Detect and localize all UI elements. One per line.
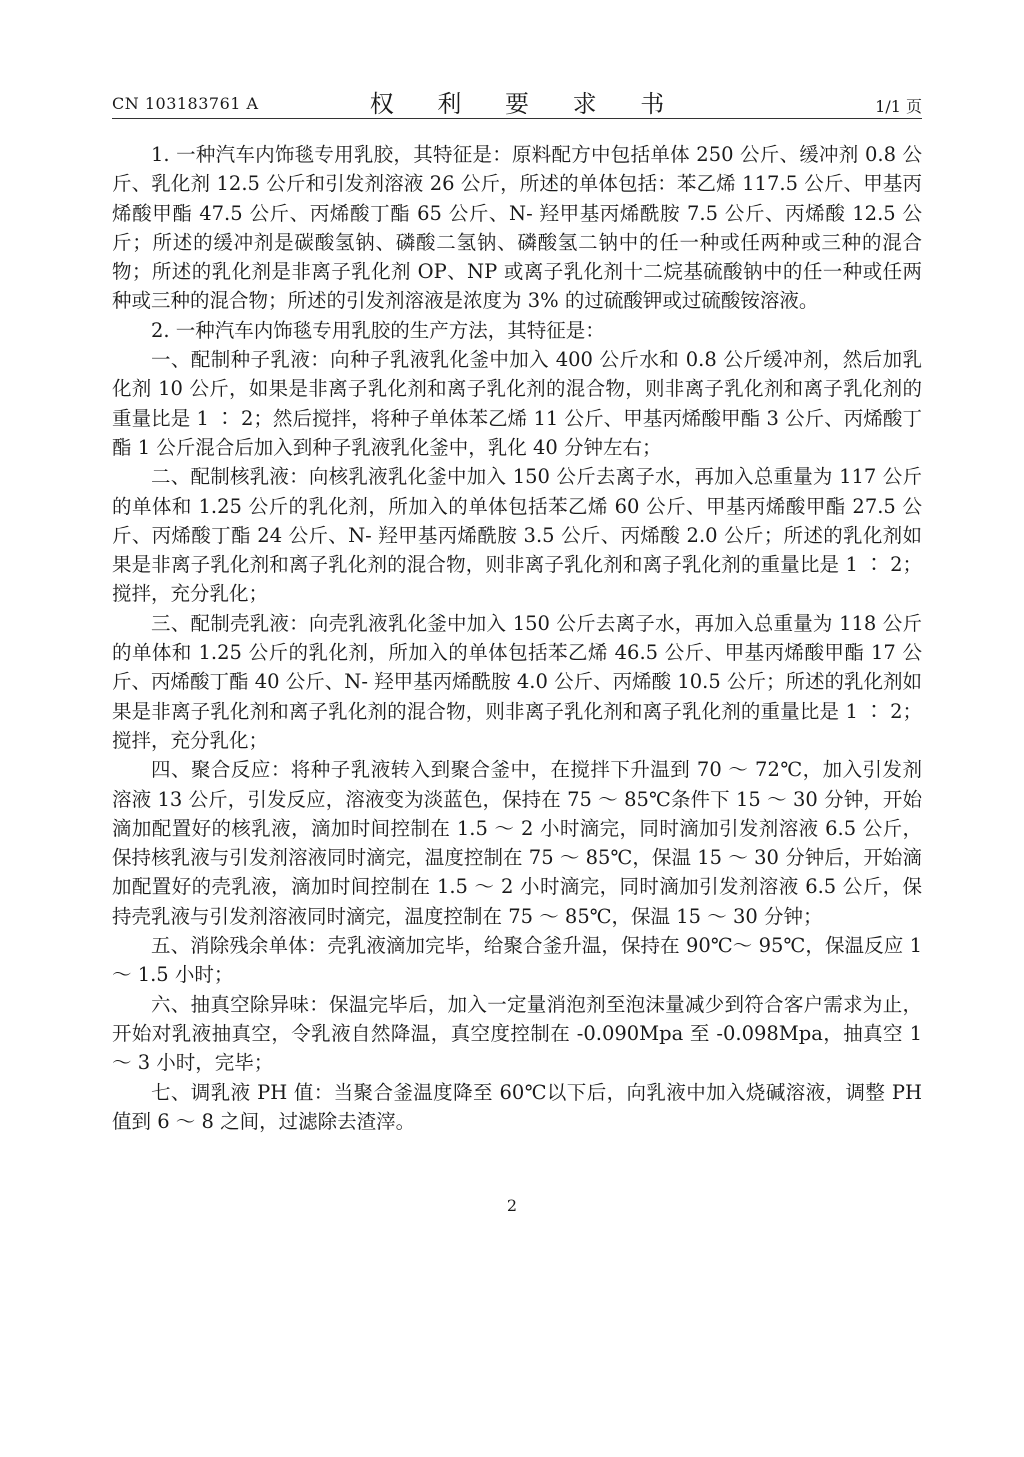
step-shell-emulsion: 三、配制壳乳液：向壳乳液乳化釜中加入 150 公斤去离子水，再加入总重量为 118 公斤的单体和 1.25 公斤的乳化剂，所加入的单体包括苯乙烯 46.5 公斤、甲基丙烯酸甲酯 17 公斤、丙烯酸丁酯 40 公斤、N- 羟甲基丙烯酰胺 4.0 公斤、丙烯酸 10.5 公斤；所述的乳化剂如果是非离子乳化剂和离子乳化剂的混合物，则非离子乳化剂和离子乳化剂的重量比是 1 ∶ 2；搅拌，充分乳化； [112, 611, 922, 752]
claim-paragraph-1: 1. 一种汽车内饰毯专用乳胶，其特征是：原料配方中包括单体 250 公斤、缓冲剂 0.8 公斤、乳化剂 12.5 公斤和引发剂溶液 26 公斤，所述的单体包括：苯乙烯 117.5 公斤、甲基丙烯酸甲酯 47.5 公斤、丙烯酸丁酯 65 公斤、N- 羟甲基丙烯酰胺 7.5 公斤、丙烯酸 12.5 公斤；所述的缓冲剂是碳酸氢钠、磷酸二氢钠、磷酸氢二钠中的任一种或任两种或三种的混合物；所述的乳化剂是非离子乳化剂 OP、NP 或离子乳化剂十二烷基硫酸钠中的任一种或任两种或三种的混合物；所述的引发剂溶液是浓度为 3% 的过硫酸钾或过硫酸铵溶液。 [112, 143, 922, 313]
header-divider [112, 118, 922, 119]
claim-paragraph-2: 2. 一种汽车内饰毯专用乳胶的生产方法，其特征是： [151, 318, 605, 342]
step-vacuum-deodorize: 六、抽真空除异味：保温完毕后，加入一定量消泡剂至泡沫量减少到符合客户需求为止，开始对乳液抽真空，令乳液自然降温，真空度控制在 -0.090Mpa 至 -0.098Mpa，抽真空 1 ～ 3 小时，完毕； [112, 992, 922, 1075]
step-remove-monomer: 五、消除残余单体：壳乳液滴加完毕，给聚合釜升温，保持在 90℃～ 95℃，保温反应 1 ～ 1.5 小时； [112, 934, 922, 987]
step-core-emulsion: 二、配制核乳液：向核乳液乳化釜中加入 150 公斤去离子水，再加入总重量为 117 公斤的单体和 1.25 公斤的乳化剂，所加入的单体包括苯乙烯 60 公斤、甲基丙烯酸甲酯 27.5 公斤、丙烯酸丁酯 24 公斤、N- 羟甲基丙烯酰胺 3.5 公斤、丙烯酸 2.0 公斤；所述的乳化剂如果是非离子乳化剂和离子乳化剂的混合物，则非离子乳化剂和离子乳化剂的重量比是 1 ∶ 2；搅拌，充分乳化； [112, 465, 922, 606]
publication-number: CN 103183761 A [112, 94, 259, 113]
step-polymerization: 四、聚合反应：将种子乳液转入到聚合釜中，在搅拌下升温到 70 ～ 72℃，加入引发剂溶液 13 公斤，引发反应，溶液变为淡蓝色，保持在 75 ～ 85℃条件下 15 ～ 30 分钟，开始滴加配置好的核乳液，滴加时间控制在 1.5 ～ 2 小时滴完，同时滴加引发剂溶液 6.5 公斤，保持核乳液与引发剂溶液同时滴完，温度控制在 75 ～ 85℃，保温 15 ～ 30 分钟后，开始滴加配置好的壳乳液，滴加时间控制在 1.5 ～ 2 小时滴完，同时滴加引发剂溶液 6.5 公斤，保持壳乳液与引发剂溶液同时滴完，温度控制在 75 ～ 85℃，保温 15 ～ 30 分钟； [112, 758, 922, 928]
page-number: 2 [506, 1196, 518, 1215]
page-count: 1/1 页 [875, 97, 922, 116]
step-adjust-ph: 七、调乳液 PH 值：当聚合釜温度降至 60℃以下后，向乳液中加入烧碱溶液，调整 PH 值到 6 ～ 8 之间，过滤除去渣滓。 [112, 1080, 922, 1133]
step-seed-emulsion: 一、配制种子乳液：向种子乳液乳化釜中加入 400 公斤水和 0.8 公斤缓冲剂，然后加乳化剂 10 公斤，如果是非离子乳化剂和离子乳化剂的混合物，则非离子乳化剂和离子乳化剂的重量比是 1 ∶ 2；然后搅拌，将种子单体苯乙烯 11 公斤、甲基丙烯酸甲酯 3 公斤、丙烯酸丁酯 1 公斤混合后加入到种子乳液乳化釜中，乳化 40 分钟左右； [112, 348, 922, 459]
document-title: 权 利 要 求 书 [369, 90, 683, 118]
claims-body [112, 140, 922, 1136]
page-header [112, 80, 922, 120]
